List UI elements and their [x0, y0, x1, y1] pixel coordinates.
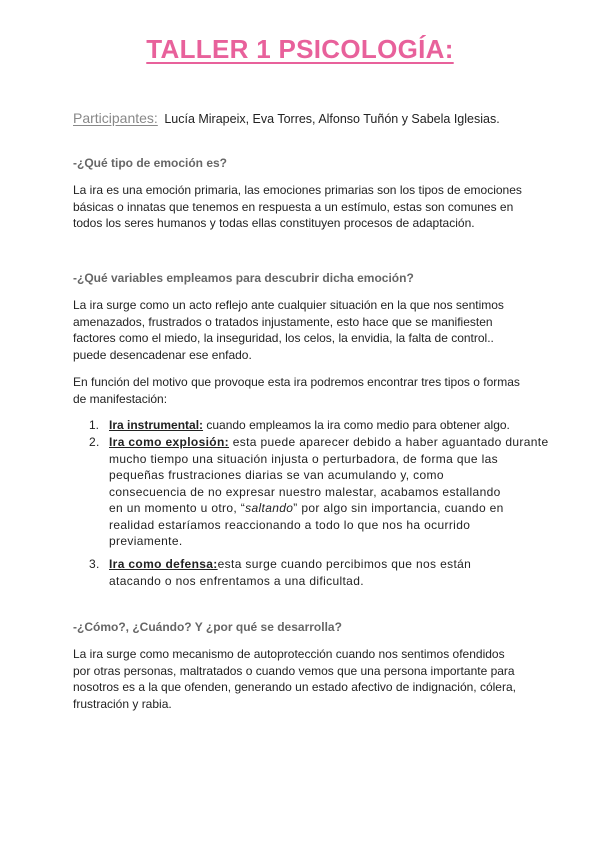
list-text: esta surge cuando percibimos que nos están: [217, 557, 472, 571]
paragraph-manifestation-intro: [73, 374, 533, 407]
question-how-when-why: -¿Cómo?, ¿Cuándo? Y ¿por qué se desarrolla?: [73, 620, 342, 634]
list-term: Ira como explosión:: [109, 435, 230, 449]
list-text: previamente.: [109, 534, 183, 548]
list-text: atacando o nos enfrentamos a una dificultad.: [109, 573, 364, 588]
list-text: consecuencia de no expresar nuestro malestar, acabamos estallando: [109, 484, 501, 499]
paragraph-line: amenazados, frustrados o tratados injustamente, esto hace que se manifiesten: [73, 314, 493, 329]
list-number: 3.: [89, 557, 100, 571]
list-text: realidad estaríamos reaccionando a todo lo que nos ha ocurrido: [109, 517, 471, 532]
paragraph-line: todos los seres humanos y todas ellas constituyen procesos de adaptación.: [73, 216, 475, 230]
question-emotion-type: -¿Qué tipo de emoción es?: [73, 156, 228, 170]
participants-label: Participantes:: [73, 110, 158, 126]
list-text: ” por algo sin importancia, cuando en: [293, 501, 504, 515]
list-text: en un momento u otro, “: [109, 501, 246, 515]
list-term: Ira como defensa:: [109, 557, 218, 571]
list-number: 2.: [89, 435, 100, 449]
participants-line: [73, 110, 500, 126]
question-variables: -¿Qué variables empleamos para descubrir dicha emoción?: [73, 271, 414, 285]
list-text: esta puede aparecer debido a haber aguantado durante: [229, 435, 549, 449]
paragraph-line: por otras personas, maltratados o cuando vemos que una persona importante para: [73, 663, 515, 678]
paragraph-line: de manifestación:: [73, 391, 168, 406]
italic-word: saltando: [245, 501, 294, 515]
list-text: cuando empleamos la ira como medio para obtener algo.: [203, 418, 510, 432]
participants-names: Lucía Mirapeix, Eva Torres, Alfonso Tuñón y Sabela Iglesias.: [164, 112, 500, 126]
paragraph-emotion-type: [73, 182, 533, 232]
paragraph-line: puede desencadenar ese enfado.: [73, 347, 252, 362]
paragraph-line: La ira surge como mecanismo de autoprotección cuando nos sentimos ofendidos: [73, 647, 505, 661]
paragraph-line: frustración y rabia.: [73, 696, 172, 711]
list-text: mucho tiempo una situación injusta o perturbadora, de forma que las: [109, 451, 498, 466]
paragraph-variables: [73, 297, 533, 363]
paragraph-how-when-why: [73, 646, 533, 712]
list-term: Ira instrumental:: [109, 418, 204, 432]
paragraph-line: básicas o innatas que tenemos en respuesta a un estímulo, estas son comunes en: [73, 199, 514, 214]
paragraph-line: nosotros es a la que ofenden, generando un estado afectivo de indignación, cólera,: [73, 680, 516, 694]
document-title: TALLER 1 PSICOLOGÍA:: [146, 34, 454, 64]
paragraph-line: La ira es una emoción primaria, las emociones primarias son los tipos de emociones: [73, 183, 522, 197]
list-text: pequeñas frustraciones diarias se van acumulando y, como: [109, 468, 444, 482]
list-number: 1.: [89, 418, 100, 432]
paragraph-line: En función del motivo que provoque esta ira podremos encontrar tres tipos o formas: [73, 375, 520, 389]
paragraph-line: La ira surge como un acto reflejo ante cualquier situación en la que nos sentimos: [73, 298, 504, 312]
paragraph-line: factores como el miedo, la inseguridad, los celos, la envidia, la falta de control..: [73, 331, 494, 345]
